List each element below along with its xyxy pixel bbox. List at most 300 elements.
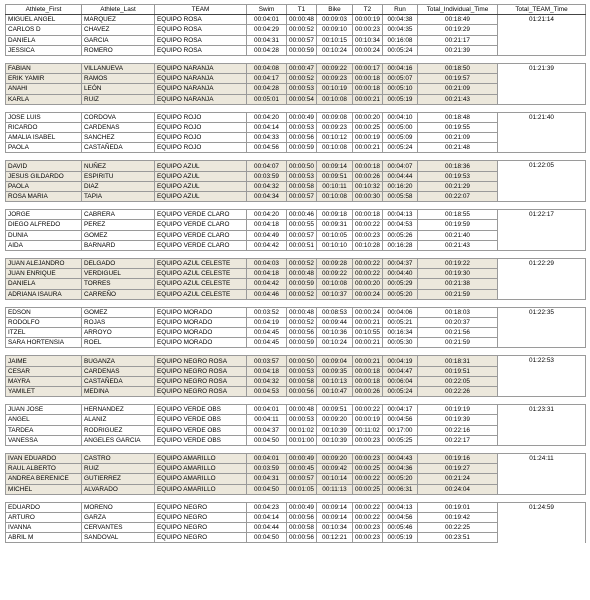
table-cell: VILLANUEVA [82,63,155,73]
table-cell: ANGEL [6,415,82,425]
table-cell: GOMEZ [82,307,155,317]
table-cell: MEDINA [82,387,155,397]
table-cell: 00:04:16 [383,63,418,73]
table-cell: EQUIPO AZUL [155,161,247,171]
table-cell: 00:04:20 [247,210,287,220]
group-spacer [6,153,586,161]
table-header-row [6,5,586,15]
table-cell: 00:04:17 [383,405,418,415]
table-cell: 00:00:51 [287,240,317,250]
table-cell: CABRERA [82,210,155,220]
table-cell: 00:00:22 [353,405,383,415]
table-cell: 00:19:27 [418,464,498,474]
table-cell: 00:05:46 [383,523,418,533]
table-cell: 00:00:56 [287,387,317,397]
table-cell: JESUS GILDARDO [6,171,82,181]
table-cell: 00:00:22 [353,269,383,279]
table-cell: EQUIPO AZUL CELESTE [155,289,247,299]
table-cell: 00:22:26 [418,387,498,397]
table-cell: 00:05:09 [383,133,418,143]
spacer-cell [6,348,586,356]
table-cell: 00:00:57 [287,35,317,45]
table-cell: 00:10:15 [317,35,353,45]
group-spacer [6,55,586,63]
table-cell: 00:04:01 [247,453,287,463]
table-cell: 00:22:05 [418,376,498,386]
table-cell: EQUIPO AZUL [155,171,247,181]
table-cell: 00:10:10 [317,240,353,250]
table-cell: JOSE LUIS [6,112,82,122]
table-cell: 00:05:10 [383,84,418,94]
table-cell: 00:11:13 [317,484,353,494]
table-cell: EQUIPO NEGRO [155,512,247,522]
spacer-cell [6,299,586,307]
table-cell: EQUIPO VERDE CLARO [155,240,247,250]
table-cell: 00:04:14 [247,122,287,132]
table-cell: 00:22:25 [418,523,498,533]
table-cell: 00:05:19 [383,94,418,104]
table-cell: EQUIPO ROJO [155,133,247,143]
table-cell: 00:04:50 [247,435,287,445]
table-cell: 00:10:39 [317,425,353,435]
table-cell: 00:19:42 [418,512,498,522]
table-cell: 00:04:18 [247,269,287,279]
table-cell: EQUIPO ROSA [155,15,247,25]
table-row [6,112,586,122]
table-cell: 00:21:09 [418,84,498,94]
table-cell: 00:18:03 [418,307,498,317]
table-cell: FABIAN [6,63,82,73]
table-cell: 00:00:23 [353,435,383,445]
table-cell: 00:04:01 [247,405,287,415]
table-cell: 00:09:08 [317,112,353,122]
table-cell: 00:09:03 [317,15,353,25]
table-cell: 00:00:21 [353,317,383,327]
table-cell: CARDENAS [82,122,155,132]
table-cell: 00:04:03 [247,258,287,268]
group-spacer [6,348,586,356]
table-cell: ESPIRITU [82,171,155,181]
spacer-cell [6,397,586,405]
table-cell: 00:04:18 [247,220,287,230]
table-cell: 00:03:57 [247,356,287,366]
table-cell: EQUIPO ROSA [155,35,247,45]
table-cell: ALANIZ [82,415,155,425]
table-cell: 00:00:22 [353,258,383,268]
table-cell: EQUIPO AMARILLO [155,464,247,474]
table-cell: 00:10:19 [317,84,353,94]
table-cell: 00:00:21 [353,143,383,153]
team-total-time: 01:21:39 [498,63,586,104]
table-cell: EQUIPO AZUL [155,181,247,191]
table-cell: 00:04:07 [247,161,287,171]
table-cell: 00:04:08 [247,63,287,73]
column-header: TEAM [155,5,247,15]
table-cell: 00:21:39 [418,45,498,55]
spacer-cell [6,55,586,63]
table-cell: JUAN ALEJANDRO [6,258,82,268]
table-cell: 00:10:24 [317,338,353,348]
spacer-cell [6,153,586,161]
table-cell: 00:05:24 [383,143,418,153]
table-cell: 00:00:23 [353,25,383,35]
table-cell: 00:00:21 [353,338,383,348]
table-cell: 00:00:56 [287,512,317,522]
table-cell: 00:04:53 [247,387,287,397]
table-cell: 00:04:56 [247,143,287,153]
table-cell: 00:00:18 [353,84,383,94]
group-spacer [6,250,586,258]
table-cell: 00:21:43 [418,94,498,104]
table-cell: EQUIPO VERDE OBS [155,405,247,415]
table-cell: EQUIPO ROJO [155,112,247,122]
table-cell: 00:19:01 [418,502,498,512]
table-cell: ABRIL M [6,533,82,543]
team-results-table [5,4,586,543]
column-header: Athlete_Last [82,5,155,15]
table-cell: 00:00:56 [287,533,317,543]
table-cell: ADRIANA ISAURA [6,289,82,299]
table-cell: MICHEL [6,484,82,494]
table-cell: 00:04:42 [247,279,287,289]
table-cell: GARCIA [82,35,155,45]
table-cell: 00:04:10 [383,112,418,122]
table-cell: IVAN EDUARDO [6,453,82,463]
table-cell: 00:00:23 [353,523,383,533]
team-total-time: 01:23:31 [498,405,586,446]
table-cell: TARDEA [6,425,82,435]
table-cell: 00:00:23 [353,230,383,240]
table-cell: 00:04:13 [383,210,418,220]
table-cell: 00:00:59 [287,143,317,153]
table-cell: 00:00:59 [287,45,317,55]
table-cell: 00:10:32 [353,181,383,191]
table-cell: 00:09:23 [317,74,353,84]
table-cell: 00:21:17 [418,35,498,45]
table-cell: 00:09:14 [317,161,353,171]
table-cell: EQUIPO ROJO [155,143,247,153]
table-cell: 00:04:44 [247,523,287,533]
table-cell: 00:05:01 [247,94,287,104]
table-cell: EQUIPO AZUL CELESTE [155,269,247,279]
team-total-time: 01:22:53 [498,356,586,397]
table-cell: 00:00:58 [287,181,317,191]
table-cell: CORDOVA [82,112,155,122]
table-cell: 00:04:56 [383,415,418,425]
column-header: Total_Individual_Time [418,5,498,15]
team-total-time: 01:21:14 [498,15,586,56]
table-cell: 00:04:11 [247,415,287,425]
table-cell: 00:00:17 [353,63,383,73]
table-cell: 00:21:24 [418,474,498,484]
table-cell: 00:05:24 [383,387,418,397]
table-cell: DANIELA [6,35,82,45]
table-cell: 00:04:46 [247,289,287,299]
table-cell: 00:01:02 [287,425,317,435]
table-cell: EQUIPO MORADO [155,328,247,338]
table-cell: EQUIPO ROSA [155,45,247,55]
table-cell: 00:00:49 [287,453,317,463]
table-cell: EQUIPO AMARILLO [155,453,247,463]
table-cell: EQUIPO VERDE OBS [155,435,247,445]
table-cell: 00:04:07 [383,161,418,171]
table-cell: 00:09:14 [317,502,353,512]
table-cell: 00:16:20 [383,181,418,191]
team-total-time: 01:22:35 [498,307,586,348]
table-cell: ARROYO [82,328,155,338]
table-cell: 00:00:22 [353,220,383,230]
table-cell: JORGE [6,210,82,220]
table-cell: 00:18:48 [418,112,498,122]
table-cell: 00:00:57 [287,474,317,484]
table-cell: RODRIGUEZ [82,425,155,435]
table-cell: 00:10:14 [317,474,353,484]
table-cell: EQUIPO NARANJA [155,94,247,104]
table-cell: 00:04:50 [247,484,287,494]
table-cell: 00:00:45 [287,464,317,474]
table-cell: 00:00:55 [287,220,317,230]
table-cell: MARQUEZ [82,15,155,25]
table-cell: ROMERO [82,45,155,55]
spacer-cell [6,202,586,210]
table-cell: ITZEL [6,328,82,338]
table-cell: EQUIPO ROSA [155,25,247,35]
table-cell: 00:00:30 [353,192,383,202]
table-cell: CARLOS D [6,25,82,35]
table-cell: 00:00:19 [353,15,383,25]
table-cell: 00:00:21 [353,94,383,104]
table-cell: 00:00:48 [287,307,317,317]
table-row [6,453,586,463]
table-cell: 00:04:42 [247,240,287,250]
table-cell: 00:04:28 [247,84,287,94]
column-header: Bike [317,5,353,15]
table-cell: 00:04:37 [383,258,418,268]
table-cell: 00:10:08 [317,279,353,289]
table-cell: 00:18:49 [418,15,498,25]
table-cell: EQUIPO NEGRO [155,523,247,533]
table-cell: 00:04:32 [247,181,287,191]
table-cell: 00:03:52 [247,307,287,317]
table-cell: 00:00:23 [353,453,383,463]
table-cell: EDUARDO [6,502,82,512]
table-cell: 00:19:22 [418,258,498,268]
table-cell: 00:00:25 [353,464,383,474]
table-cell: RODOLFO [6,317,82,327]
table-cell: 00:18:50 [418,63,498,73]
table-cell: 00:00:18 [353,161,383,171]
table-cell: RAUL ALBERTO [6,464,82,474]
table-cell: 00:05:58 [383,192,418,202]
table-cell: PAOLA [6,143,82,153]
table-cell: 00:00:24 [353,289,383,299]
table-cell: 00:10:08 [317,143,353,153]
table-cell: 00:21:38 [418,279,498,289]
table-cell: 00:10:08 [317,94,353,104]
table-cell: 00:21:56 [418,328,498,338]
table-cell: EQUIPO MORADO [155,307,247,317]
table-row [6,502,586,512]
table-cell: ARTURO [6,512,82,522]
table-cell: 00:09:31 [317,220,353,230]
table-cell: 00:00:22 [353,512,383,522]
table-cell: 00:00:57 [287,230,317,240]
table-cell: 00:04:19 [247,317,287,327]
table-cell: 00:00:53 [287,122,317,132]
table-cell: 00:00:58 [287,523,317,533]
table-cell: 00:00:46 [287,210,317,220]
table-cell: 00:10:08 [317,192,353,202]
table-cell: CARREÑO [82,289,155,299]
group-spacer [6,494,586,502]
group-spacer [6,397,586,405]
column-header: T2 [353,5,383,15]
table-row [6,63,586,73]
group-spacer [6,202,586,210]
table-cell: 00:00:24 [353,307,383,317]
table-cell: 00:04:34 [247,192,287,202]
table-cell: 00:10:34 [317,523,353,533]
table-cell: 00:08:53 [317,307,353,317]
table-cell: 00:10:11 [317,181,353,191]
table-row [6,356,586,366]
table-cell: 00:00:52 [287,258,317,268]
table-cell: ALVARADO [82,484,155,494]
table-cell: RUIZ [82,464,155,474]
table-cell: 00:04:53 [383,220,418,230]
column-header: Total_TEAM_Time [498,5,586,15]
table-cell: 00:00:59 [287,279,317,289]
table-cell: 00:09:44 [317,317,353,327]
table-cell: 00:17:00 [383,425,418,435]
table-cell: 00:10:24 [317,45,353,55]
table-cell: 00:04:50 [247,533,287,543]
table-cell: 00:00:26 [353,387,383,397]
table-cell: 00:00:58 [287,376,317,386]
table-cell: EQUIPO NEGRO [155,533,247,543]
table-cell: EQUIPO NEGRO ROSA [155,376,247,386]
table-cell: 00:04:36 [383,464,418,474]
table-cell: 00:05:30 [383,338,418,348]
table-cell: 00:19:57 [418,74,498,84]
table-cell: 00:11:02 [353,425,383,435]
group-spacer [6,445,586,453]
table-cell: 00:10:37 [317,289,353,299]
table-cell: 00:04:18 [247,366,287,376]
table-cell: MAYRA [6,376,82,386]
table-cell: 00:20:37 [418,317,498,327]
table-cell: 00:01:00 [287,435,317,445]
table-cell: EQUIPO ROJO [155,122,247,132]
table-cell: 00:00:22 [353,502,383,512]
table-cell: 00:18:36 [418,161,498,171]
table-cell: 00:03:59 [247,464,287,474]
table-cell: ROSA MARIA [6,192,82,202]
table-cell: ROJAS [82,317,155,327]
table-cell: 00:00:20 [353,279,383,289]
table-cell: PAOLA [6,181,82,191]
table-cell: 00:00:25 [353,484,383,494]
table-cell: 00:00:47 [287,63,317,73]
table-cell: 00:04:06 [383,307,418,317]
table-cell: 00:00:23 [353,533,383,543]
table-cell: 00:00:48 [287,269,317,279]
table-cell: EQUIPO VERDE CLARO [155,210,247,220]
table-cell: 00:04:47 [383,366,418,376]
table-cell: BUGANZA [82,356,155,366]
table-cell: 00:00:53 [287,171,317,181]
table-cell: 00:00:52 [287,289,317,299]
table-cell: 00:21:09 [418,133,498,143]
table-cell: 00:00:18 [353,366,383,376]
spacer-cell [6,445,586,453]
table-cell: 00:09:42 [317,464,353,474]
table-cell: 00:04:19 [383,356,418,366]
table-cell: EQUIPO NEGRO [155,502,247,512]
table-cell: 00:00:53 [287,84,317,94]
table-cell: 00:05:29 [383,279,418,289]
table-cell: 00:00:53 [287,366,317,376]
table-body [6,15,586,543]
table-cell: 00:00:49 [287,112,317,122]
table-cell: AIDA [6,240,82,250]
column-header: T1 [287,5,317,15]
table-cell: 00:19:55 [418,122,498,132]
table-cell: TAPIA [82,192,155,202]
table-cell: SANDOVAL [82,533,155,543]
table-cell: ANGELES GARCIA [82,435,155,445]
table-cell: SARA HORTENSIA [6,338,82,348]
table-cell: 00:04:37 [247,425,287,435]
table-cell: 00:00:49 [287,502,317,512]
table-cell: 00:00:59 [287,338,317,348]
group-spacer [6,104,586,112]
table-cell: 00:05:24 [383,45,418,55]
table-cell: 00:16:28 [383,240,418,250]
table-cell: 00:04:29 [247,25,287,35]
team-total-time: 01:22:17 [498,210,586,251]
table-cell: EQUIPO NEGRO ROSA [155,366,247,376]
table-cell: 00:04:20 [247,112,287,122]
table-cell: 00:10:47 [317,387,353,397]
table-cell: HERNANDEZ [82,405,155,415]
table-cell: 00:03:59 [247,171,287,181]
table-cell: 00:00:52 [287,74,317,84]
table-cell: EQUIPO MORADO [155,317,247,327]
table-cell: 00:00:50 [287,356,317,366]
table-cell: 00:21:59 [418,289,498,299]
table-cell: 00:04:49 [247,230,287,240]
table-cell: 00:04:14 [247,512,287,522]
table-cell: ROEL [82,338,155,348]
table-cell: EDSON [6,307,82,317]
table-cell: 00:00:24 [353,45,383,55]
table-cell: DIAZ [82,181,155,191]
table-cell: 00:00:48 [287,405,317,415]
table-cell: 00:10:55 [353,328,383,338]
table-cell: CARDENAS [82,366,155,376]
table-cell: EQUIPO MORADO [155,338,247,348]
table-cell: 00:04:43 [383,453,418,463]
table-cell: 00:04:45 [247,328,287,338]
table-cell: 00:00:52 [287,317,317,327]
table-cell: 00:10:39 [317,435,353,445]
table-cell: GOMEZ [82,230,155,240]
table-cell: 00:09:20 [317,415,353,425]
team-total-time: 01:24:59 [498,502,586,543]
table-cell: 00:04:45 [247,338,287,348]
table-cell: RAMOS [82,74,155,84]
